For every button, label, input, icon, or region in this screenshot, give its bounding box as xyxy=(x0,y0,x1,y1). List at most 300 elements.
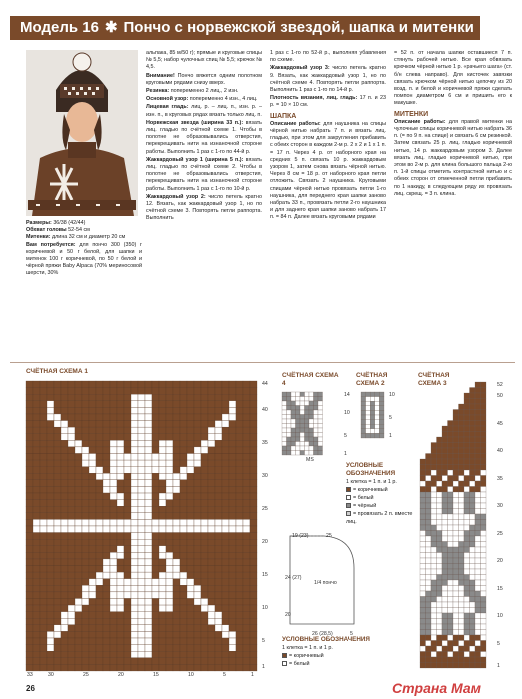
chart4-cell xyxy=(300,428,305,433)
chart3-cell xyxy=(470,580,476,586)
chart1-cell xyxy=(68,598,75,605)
legend-secondary-line1: 1 клетка = 1 п. и 1 р. xyxy=(282,645,333,651)
chart1-cell xyxy=(243,460,250,467)
chart1-cell xyxy=(166,460,173,467)
chart1-cell xyxy=(138,552,145,559)
legend-main-title: УСЛОВНЫЕ ОБОЗНАЧЕНИЯ xyxy=(346,462,396,477)
chart1-cell xyxy=(40,427,47,434)
chart1-cell xyxy=(173,473,180,480)
chart4-cell xyxy=(318,401,323,406)
chart1-cell xyxy=(40,618,47,625)
chart1-cell xyxy=(61,579,68,586)
chart1-cell xyxy=(47,566,54,573)
chart1-cell xyxy=(40,447,47,454)
chart3-cell xyxy=(437,580,443,586)
chart3-cell xyxy=(475,476,481,482)
chart4-cell xyxy=(305,392,310,397)
jacquard2-text: число петель кратно 12. Вязать, как жаккардовый узор 1, но по счётной схеме 3. Повторять петли раппорта. Выполнить xyxy=(146,193,262,222)
chart1-cell xyxy=(75,526,82,533)
chart1-cell xyxy=(103,394,110,401)
chart3-cell xyxy=(481,421,487,427)
chart1-cell xyxy=(68,500,75,507)
chart1-cell xyxy=(145,388,152,395)
chart1-cell xyxy=(152,566,159,573)
chart1-cell xyxy=(96,585,103,592)
chart1-cell xyxy=(131,460,138,467)
chart1-cell xyxy=(243,519,250,526)
chart1-cell xyxy=(103,566,110,573)
chart1-cell xyxy=(82,486,89,493)
chart1-cell xyxy=(138,414,145,421)
chart1-cell xyxy=(180,539,187,546)
chart1-cell xyxy=(40,486,47,493)
chart4-cell xyxy=(291,424,296,429)
chart4-cell xyxy=(300,406,305,411)
chart1-cell xyxy=(75,638,82,645)
chart1-cell xyxy=(152,546,159,553)
chart1-cell xyxy=(96,467,103,474)
chart3-cell xyxy=(481,536,487,542)
chart1-cell xyxy=(159,612,166,619)
chart1-cell xyxy=(180,592,187,599)
chart1-cell xyxy=(187,447,194,454)
chart3-cell xyxy=(475,426,481,432)
chart3-cell xyxy=(481,448,487,454)
chart1-cell xyxy=(54,618,61,625)
chart3-cell xyxy=(459,630,465,636)
chart1-cell xyxy=(166,539,173,546)
chart1-cell xyxy=(180,598,187,605)
chart1-cell xyxy=(187,612,194,619)
chart1-cell xyxy=(152,407,159,414)
need-value: для пончо 300 (350) г коричневой и 50 г белой, для шапки и митенок 100 г коричневой, по 50 г белой и чёрной пряжи Baby Alpaca (70% мериносовой шерсти, 30% xyxy=(26,241,142,277)
chart3-cell xyxy=(453,575,459,581)
chart1-cell xyxy=(187,453,194,460)
chart3-cell xyxy=(481,481,487,487)
dim-3: 24 (27) xyxy=(285,575,302,581)
chart1-cell xyxy=(75,427,82,434)
swatch-white xyxy=(346,495,351,500)
chart3-cell xyxy=(442,465,448,471)
chart1-cell xyxy=(110,427,117,434)
chart1-cell xyxy=(96,447,103,454)
page-number: 26 xyxy=(26,684,35,693)
chart3-cell xyxy=(448,531,454,537)
chart1-cell xyxy=(243,500,250,507)
chart1-cell xyxy=(117,460,124,467)
chart3-cell xyxy=(437,492,443,498)
chart4-cell xyxy=(309,392,314,397)
chart1-cell xyxy=(145,500,152,507)
chart1-cell xyxy=(75,388,82,395)
chart1-cell xyxy=(250,414,257,421)
chart1-cell xyxy=(180,460,187,467)
chart4-cell xyxy=(296,428,301,433)
chart3-cell xyxy=(459,580,465,586)
chart1-cell xyxy=(243,638,250,645)
chart1-cell xyxy=(68,486,75,493)
chart1-cell xyxy=(89,658,96,665)
chart1-cell xyxy=(166,546,173,553)
chart1-cell xyxy=(68,434,75,441)
rib-text: попеременно 2 лиц., 2 изн. xyxy=(170,88,239,95)
chart1-cell xyxy=(110,638,117,645)
chart1-cell xyxy=(236,592,243,599)
chart3-cell xyxy=(437,437,443,443)
chart1-cell xyxy=(208,473,215,480)
chart1-cell xyxy=(110,414,117,421)
chart3-cell xyxy=(481,597,487,603)
chart1-cell xyxy=(145,658,152,665)
chart1-cell xyxy=(173,453,180,460)
chart1-cell xyxy=(110,631,117,638)
chart1-cell xyxy=(40,473,47,480)
chart1-cell xyxy=(152,519,159,526)
chart1-cell xyxy=(159,434,166,441)
chart3-cell xyxy=(448,630,454,636)
chart3-cell xyxy=(481,663,487,669)
chart1-cell xyxy=(89,407,96,414)
chart1-cell xyxy=(236,625,243,632)
chart3-cell xyxy=(475,437,481,443)
chart4-cell xyxy=(300,392,305,397)
chart1-cell xyxy=(103,388,110,395)
chart1-cell xyxy=(180,513,187,520)
chart4-cell xyxy=(296,437,301,442)
chart3-cell xyxy=(431,454,437,460)
chart1-cell xyxy=(159,533,166,540)
chart1-cell xyxy=(236,460,243,467)
chart1-cell xyxy=(75,421,82,428)
chart3-cell xyxy=(448,520,454,526)
chart3-cell xyxy=(420,503,426,509)
chart1-cell xyxy=(145,612,152,619)
chart3-cell xyxy=(464,564,470,570)
chart1-cell xyxy=(236,500,243,507)
chart3-cell xyxy=(481,393,487,399)
chart1-cell xyxy=(131,579,138,586)
chart1-cell xyxy=(152,664,159,671)
chart1-cell xyxy=(250,453,257,460)
chart3-cell xyxy=(437,525,443,531)
chart4-cell xyxy=(305,442,310,447)
chart1-cell xyxy=(89,473,96,480)
chart1-cell xyxy=(33,460,40,467)
chart4-cell xyxy=(296,451,301,456)
chart1-cell xyxy=(40,658,47,665)
chart3-cell xyxy=(420,525,426,531)
chart3-cell xyxy=(442,547,448,553)
chart1-cell xyxy=(61,440,68,447)
chart1-cell xyxy=(110,579,117,586)
chart1-cell xyxy=(194,513,201,520)
chart1-cell xyxy=(26,645,33,652)
chart3-cell xyxy=(431,580,437,586)
chart3-cell xyxy=(437,514,443,520)
chart1-cell xyxy=(145,407,152,414)
chart1-cell xyxy=(82,645,89,652)
chart2-cell xyxy=(366,410,371,415)
chart1-cell xyxy=(103,401,110,408)
chart3-cell xyxy=(464,492,470,498)
chart1-cell xyxy=(82,539,89,546)
chart3-cell xyxy=(475,663,481,669)
chart1-cell xyxy=(68,467,75,474)
chart1-cell xyxy=(75,500,82,507)
chart3-cell xyxy=(470,608,476,614)
chart1-cell xyxy=(26,605,33,612)
chart1-cell xyxy=(124,526,131,533)
chart2-cell xyxy=(375,420,380,425)
chart1-cell xyxy=(243,592,250,599)
chart3-cell xyxy=(431,509,437,515)
chart1-cell xyxy=(89,592,96,599)
chart3-cell xyxy=(431,575,437,581)
chart3-cell xyxy=(481,613,487,619)
chart3-cell xyxy=(426,547,432,553)
chart1-cell xyxy=(54,460,61,467)
chart1-cell xyxy=(152,559,159,566)
chart3-cell xyxy=(420,531,426,537)
chart1-cell xyxy=(138,480,145,487)
chart4-cell xyxy=(318,428,323,433)
chart3-cell xyxy=(426,635,432,641)
chart1-cell xyxy=(215,618,222,625)
chart1-cell xyxy=(124,480,131,487)
chart1-cell xyxy=(103,480,110,487)
chart1-cell xyxy=(26,651,33,658)
chart1-cell xyxy=(222,539,229,546)
chart1-cell xyxy=(47,631,54,638)
chart3-cell xyxy=(475,492,481,498)
chart1-cell xyxy=(110,401,117,408)
chart3-cell xyxy=(481,575,487,581)
chart1-cell xyxy=(33,421,40,428)
chart3-cell xyxy=(448,641,454,647)
chart1-cell xyxy=(187,513,194,520)
chart1-cell xyxy=(124,493,131,500)
chart1-cell xyxy=(222,427,229,434)
chart3-cell xyxy=(464,470,470,476)
chart3-cell xyxy=(453,663,459,669)
chart1-cell xyxy=(159,467,166,474)
chart3-cell xyxy=(470,393,476,399)
chart1-cell xyxy=(117,407,124,414)
chart1-cell xyxy=(152,513,159,520)
chart3-cell xyxy=(459,437,465,443)
chart1-cell xyxy=(236,638,243,645)
chart1-cell xyxy=(215,664,222,671)
attention-text: Пончо вяжется одним полотном круговыми рядами снизу вверх. xyxy=(146,72,262,86)
chart3-cell xyxy=(453,564,459,570)
norwegian-star-label: Норвежская звезда (ширина 33 п.): xyxy=(146,119,244,126)
chart3-cell xyxy=(453,487,459,493)
chart1-cell xyxy=(40,559,47,566)
chart1-cell xyxy=(117,414,124,421)
chart3-cell xyxy=(442,646,448,652)
chart1-cell xyxy=(236,427,243,434)
materials-text: альпака, 85 м/50 г); прямые и круговые спицы № 5,5; набор чулочных спиц № 5,5; крючок № 4,5. xyxy=(146,50,262,71)
chart3-cell xyxy=(448,575,454,581)
chart1-cell xyxy=(68,645,75,652)
chart4-cell xyxy=(314,446,319,451)
chart1-cell xyxy=(96,579,103,586)
chart3-cell xyxy=(464,443,470,449)
chart1-cell xyxy=(138,631,145,638)
chart3-cell xyxy=(459,487,465,493)
chart1-cell xyxy=(166,526,173,533)
chart3-cell xyxy=(437,459,443,465)
chart4-cell xyxy=(282,397,287,402)
chart3-cell xyxy=(437,569,443,575)
chart1-cell xyxy=(68,506,75,513)
chart1-cell xyxy=(145,631,152,638)
chart3-cell xyxy=(453,525,459,531)
chart3-cell xyxy=(470,498,476,504)
chart1-cell xyxy=(145,506,152,513)
chart4-cell xyxy=(296,415,301,420)
chart1-cell xyxy=(61,519,68,526)
chart3-cell xyxy=(426,476,432,482)
chart2-cell xyxy=(379,424,384,429)
chart1-cell xyxy=(117,427,124,434)
chart3-cell xyxy=(437,542,443,548)
chart3-cell xyxy=(464,536,470,542)
chart4-cell xyxy=(300,415,305,420)
chart1-cell xyxy=(40,625,47,632)
chart1-cell xyxy=(187,394,194,401)
chart1-cell xyxy=(61,447,68,454)
chart1-cell xyxy=(138,388,145,395)
chart1-cell xyxy=(54,500,61,507)
chart3-cell xyxy=(464,454,470,460)
chart1-cell xyxy=(222,381,229,388)
chart1-cell xyxy=(117,579,124,586)
chart1-cell xyxy=(145,467,152,474)
chart3-cell xyxy=(481,476,487,482)
chart1-cell xyxy=(117,473,124,480)
chart1-cell xyxy=(138,625,145,632)
chart1-cell xyxy=(159,506,166,513)
chart1-cell xyxy=(250,579,257,586)
chart1-cell xyxy=(117,533,124,540)
chart2-cell xyxy=(366,433,371,438)
chart1-cell xyxy=(194,625,201,632)
chart1-cell xyxy=(103,572,110,579)
chart1-cell xyxy=(138,473,145,480)
chart1-cell xyxy=(152,645,159,652)
swatch2-brown xyxy=(282,653,287,658)
legend2-item-white xyxy=(282,660,392,668)
chart1-cell xyxy=(229,513,236,520)
chart1-cell xyxy=(96,440,103,447)
chart4-cell xyxy=(296,446,301,451)
chart3-cell xyxy=(448,558,454,564)
chart3-cell xyxy=(426,613,432,619)
chart1-cell xyxy=(166,598,173,605)
chart1-cell xyxy=(54,645,61,652)
chart3-cell xyxy=(470,547,476,553)
chart1-cell xyxy=(33,453,40,460)
chart1-cell xyxy=(33,533,40,540)
chart1-cell xyxy=(194,500,201,507)
chart3-cell xyxy=(437,536,443,542)
chart1-cell xyxy=(152,618,159,625)
chart1-cell xyxy=(250,585,257,592)
chart1-cell xyxy=(68,638,75,645)
chart1-cell xyxy=(166,434,173,441)
chart1-cell xyxy=(250,394,257,401)
chart1-cell xyxy=(124,645,131,652)
chart1-cell xyxy=(96,453,103,460)
chart1-cell xyxy=(201,434,208,441)
chart1-cell xyxy=(33,414,40,421)
chart1-cell xyxy=(117,500,124,507)
chart1-cell xyxy=(61,566,68,573)
chart3-cell xyxy=(475,542,481,548)
chart1-cell xyxy=(173,585,180,592)
chart3-cell xyxy=(420,569,426,575)
chart1-cell xyxy=(124,486,131,493)
chart1-cell xyxy=(117,658,124,665)
chart4-cell xyxy=(296,419,301,424)
chart1-cell xyxy=(96,638,103,645)
chart1-cell xyxy=(215,579,222,586)
chart3-cell xyxy=(470,470,476,476)
chart1-cell xyxy=(152,447,159,454)
chart1-cell xyxy=(208,658,215,665)
chart1-cell xyxy=(152,598,159,605)
chart1-cell xyxy=(173,625,180,632)
chart1-cell xyxy=(166,612,173,619)
chart1-cell xyxy=(89,625,96,632)
chart1-cell xyxy=(110,493,117,500)
chart1-cell xyxy=(250,552,257,559)
chart3-cell xyxy=(442,426,448,432)
chart1-cell xyxy=(96,539,103,546)
chart3-y-tick: 5 xyxy=(497,640,500,647)
chart1-cell xyxy=(236,467,243,474)
chart3-cell xyxy=(453,553,459,559)
chart1-cell xyxy=(166,486,173,493)
chart3-cell xyxy=(426,542,432,548)
chart1-cell xyxy=(110,539,117,546)
chart1-cell xyxy=(236,631,243,638)
chart1-cell xyxy=(152,401,159,408)
chart1-cell xyxy=(159,664,166,671)
chart1-cell xyxy=(236,453,243,460)
chart1-cell xyxy=(33,651,40,658)
chart3-cell xyxy=(453,591,459,597)
chart3-cell xyxy=(470,514,476,520)
chart3-cell xyxy=(475,404,481,410)
chart1-cell xyxy=(187,664,194,671)
chart1-cell xyxy=(110,605,117,612)
chart1-cell xyxy=(138,453,145,460)
chart1-cell xyxy=(75,625,82,632)
chart1-cell xyxy=(229,572,236,579)
chart1-cell xyxy=(117,506,124,513)
chart1-x-tick: 30 xyxy=(48,672,54,678)
chart1-cell xyxy=(103,526,110,533)
chart3-cell xyxy=(470,415,476,421)
chart1-cell xyxy=(208,664,215,671)
chart3-cell xyxy=(426,646,432,652)
chart4-cell xyxy=(309,415,314,420)
chart1-cell xyxy=(215,486,222,493)
chart1-cell xyxy=(61,401,68,408)
chart1-cell xyxy=(40,493,47,500)
